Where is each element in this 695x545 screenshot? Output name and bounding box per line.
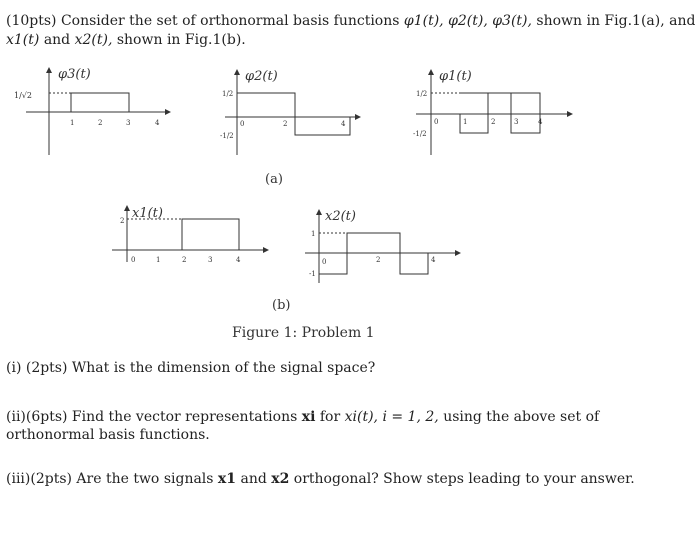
q2-prefix: (ii)(6pts) Find the vector representations [6, 409, 298, 425]
points-label: (10pts) [6, 13, 57, 29]
intro-and-text: and [43, 32, 71, 48]
phi2-label: φ2(t) [245, 69, 278, 84]
phi1-tick: 3 [514, 118, 519, 126]
x1-inline: x1(t) [6, 32, 40, 48]
q3-and: and [240, 471, 267, 487]
x2-label: x2(t) [325, 209, 356, 224]
x1-tick: 1 [156, 256, 161, 264]
x1-y-level: 2 [120, 217, 125, 225]
q3-x1: x1 [217, 471, 237, 487]
question-1: (i) (2pts) What is the dimension of the signal space? [6, 360, 376, 376]
phi1-tick: 2 [491, 118, 496, 126]
q2-rest: using the above set of orthonormal basis functions. [6, 409, 600, 443]
phi3-tick: 4 [155, 119, 160, 127]
x2-tick: 4 [431, 256, 436, 264]
q2-signal: xi(t), i = 1, 2, [344, 409, 439, 425]
x2-y-top: 1 [311, 230, 316, 238]
x2-y-bottom: -1 [309, 270, 316, 278]
q3-x2: x2 [271, 471, 290, 487]
intro-shown-b-text: shown in Fig.1(b). [116, 32, 246, 48]
figure-caption: Figure 1: Problem 1 [232, 325, 375, 341]
x1-tick: 4 [236, 256, 241, 264]
phi3-inline: φ3(t), [492, 13, 537, 29]
phi1-tick: 4 [538, 118, 543, 126]
phi1-inline: φ1(t), [403, 13, 449, 29]
phi1-y-top: 1/2 [416, 90, 428, 98]
x2-inline: x2(t), [74, 32, 113, 48]
intro-shown-a-text: shown in Fig.1(a), and [536, 13, 695, 29]
phi3-label: φ3(t) [58, 67, 91, 82]
x2-tick: 2 [376, 256, 381, 264]
phi2-waveform [237, 93, 350, 135]
q3-rest: orthogonal? Show steps leading to your answer. [293, 471, 635, 487]
q2-for: for [319, 409, 341, 425]
x1-tick: 0 [131, 256, 136, 264]
phi3-tick: 3 [126, 119, 131, 127]
caption-a: (a) [265, 172, 283, 187]
phi1-tick: 1 [463, 118, 468, 126]
phi2-inline: φ2(t), [448, 13, 493, 29]
phi3-plot [26, 68, 170, 155]
phi2-y-bottom: -1/2 [220, 132, 234, 140]
phi3-tick: 2 [98, 119, 103, 127]
x1-tick: 2 [182, 256, 187, 264]
phi3-tick: 1 [70, 119, 75, 127]
phi1-tick: 0 [434, 118, 439, 126]
phi1-label: φ1(t) [439, 69, 472, 84]
phi2-y-top: 1/2 [222, 90, 234, 98]
phi3-y-level: 1/√2 [14, 91, 32, 100]
q3-prefix: (iii)(2pts) Are the two signals [6, 471, 214, 487]
x1-tick: 3 [208, 256, 213, 264]
phi2-tick: 2 [283, 120, 288, 128]
x1-label: x1(t) [132, 206, 163, 221]
question-2 [6, 408, 646, 444]
caption-b: (b) [272, 298, 291, 313]
intro-consider-text: Consider the set of orthonormal basis functions [60, 13, 400, 29]
x1-pulse [182, 219, 239, 250]
phi3-pulse [71, 93, 129, 112]
phi1-y-bottom: -1/2 [413, 130, 427, 138]
question-3 [6, 470, 635, 488]
phi1-waveform [460, 93, 540, 133]
phi2-tick: 0 [240, 120, 245, 128]
x2-tick: 0 [322, 258, 327, 266]
q2-vector: xi [301, 409, 316, 425]
phi2-tick: 4 [341, 120, 346, 128]
